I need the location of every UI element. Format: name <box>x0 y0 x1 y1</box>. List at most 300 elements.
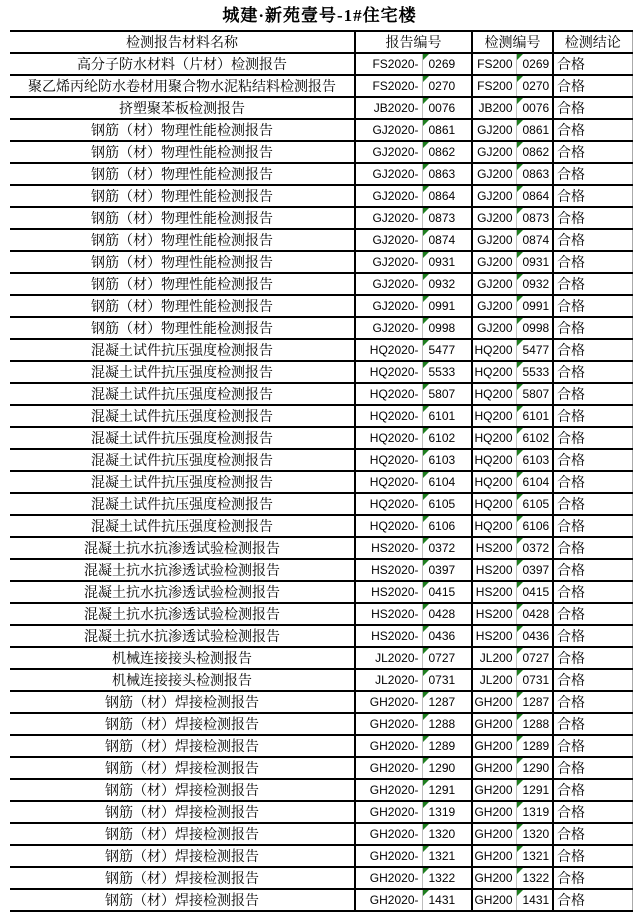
report-number-suffix-cell[interactable] <box>422 845 472 867</box>
material-cell[interactable]: 钢筋（材）焊接检测报告 <box>10 735 355 757</box>
material-cell[interactable]: 机械连接接头检测报告 <box>10 647 355 669</box>
report-number-prefix-cell[interactable]: FS2020- <box>355 53 422 75</box>
conclusion-cell[interactable]: 合格 <box>553 779 632 801</box>
test-number-prefix-cell[interactable]: HQ200 <box>472 361 516 383</box>
material-cell[interactable]: 混凝土试件抗压强度检测报告 <box>10 471 355 493</box>
conclusion-cell[interactable]: 合格 <box>553 273 632 295</box>
conclusion-cell[interactable]: 合格 <box>553 339 632 361</box>
test-number-prefix-cell[interactable]: GJ200 <box>472 185 516 207</box>
test-number-prefix-cell[interactable]: HS200 <box>472 603 516 625</box>
table-row <box>10 889 632 911</box>
test-number-suffix-cell[interactable] <box>516 75 553 97</box>
test-number-prefix-cell[interactable]: HQ200 <box>472 383 516 405</box>
material-cell[interactable]: 钢筋（材）物理性能检测报告 <box>10 207 355 229</box>
stored-as-text-triangle-icon <box>517 736 523 742</box>
report-number-suffix: 1287 <box>428 695 456 709</box>
material-cell[interactable]: 钢筋（材）焊接检测报告 <box>10 779 355 801</box>
material-cell[interactable]: 钢筋（材）焊接检测报告 <box>10 889 355 911</box>
conclusion-cell[interactable]: 合格 <box>553 449 632 471</box>
material-cell[interactable]: 钢筋（材）焊接检测报告 <box>10 867 355 889</box>
report-number-suffix-cell[interactable] <box>422 713 472 735</box>
test-number-prefix-cell[interactable]: GH200 <box>472 801 516 823</box>
conclusion-cell[interactable]: 合格 <box>553 317 632 339</box>
test-number-suffix-cell[interactable] <box>516 383 553 405</box>
test-number-suffix-cell[interactable] <box>516 405 553 427</box>
report-number-prefix-cell[interactable]: HS2020- <box>355 559 422 581</box>
report-number-suffix-cell[interactable] <box>422 383 472 405</box>
material-cell[interactable]: 聚乙烯丙纶防水卷材用聚合物水泥粘结料检测报告 <box>10 75 355 97</box>
material-cell[interactable]: 混凝土试件抗压强度检测报告 <box>10 361 355 383</box>
test-number-suffix-cell[interactable] <box>516 361 553 383</box>
material-cell[interactable]: 混凝土抗水抗渗透试验检测报告 <box>10 559 355 581</box>
stored-as-text-triangle-icon <box>517 76 523 82</box>
test-number-suffix-cell[interactable] <box>516 801 553 823</box>
conclusion-cell[interactable]: 合格 <box>553 559 632 581</box>
stored-as-text-triangle-icon <box>423 494 429 500</box>
conclusion-cell[interactable]: 合格 <box>553 163 632 185</box>
table-row <box>10 493 632 515</box>
report-number-prefix-cell[interactable]: GH2020- <box>355 867 422 889</box>
material-cell[interactable]: 钢筋（材）焊接检测报告 <box>10 691 355 713</box>
test-number-suffix-cell[interactable] <box>516 273 553 295</box>
test-number-suffix-cell[interactable] <box>516 53 553 75</box>
material-cell[interactable]: 混凝土试件抗压强度检测报告 <box>10 427 355 449</box>
table-row <box>10 647 632 669</box>
test-number-prefix-cell[interactable]: GH200 <box>472 691 516 713</box>
test-number-prefix-cell[interactable]: HQ200 <box>472 339 516 361</box>
test-number-prefix-cell[interactable]: GJ200 <box>472 229 516 251</box>
report-number-prefix-cell[interactable]: HS2020- <box>355 603 422 625</box>
conclusion-cell[interactable]: 合格 <box>553 141 632 163</box>
test-number-suffix-cell[interactable] <box>516 163 553 185</box>
report-number-suffix-cell[interactable] <box>422 207 472 229</box>
test-number-suffix: 0270 <box>522 79 550 93</box>
test-number-prefix-cell[interactable]: HQ200 <box>472 493 516 515</box>
stored-as-text-triangle-icon <box>517 120 523 126</box>
material-cell[interactable]: 混凝土抗水抗渗透试验检测报告 <box>10 603 355 625</box>
conclusion-cell[interactable]: 合格 <box>553 603 632 625</box>
report-number-prefix-cell[interactable]: GJ2020- <box>355 207 422 229</box>
report-number-suffix: 0932 <box>428 277 456 291</box>
report-number-suffix-cell[interactable] <box>422 515 472 537</box>
material-cell[interactable]: 机械连接接头检测报告 <box>10 669 355 691</box>
test-number-suffix: 1319 <box>522 805 550 819</box>
report-number-suffix-cell[interactable] <box>422 361 472 383</box>
test-number-suffix-cell[interactable] <box>516 691 553 713</box>
table-row <box>10 185 632 207</box>
stored-as-text-triangle-icon <box>423 824 429 830</box>
report-number-prefix-cell[interactable]: JL2020- <box>355 669 422 691</box>
table-row <box>10 779 632 801</box>
table-row <box>10 207 632 229</box>
test-number-prefix-cell[interactable]: FS200 <box>472 75 516 97</box>
test-number-suffix-cell[interactable] <box>516 251 553 273</box>
report-number-prefix-cell[interactable]: HQ2020- <box>355 383 422 405</box>
report-number-suffix-cell[interactable] <box>422 779 472 801</box>
stored-as-text-triangle-icon <box>423 626 429 632</box>
report-number-prefix-cell[interactable]: HS2020- <box>355 625 422 647</box>
test-number-suffix: 5477 <box>522 343 550 357</box>
conclusion-cell[interactable]: 合格 <box>553 757 632 779</box>
material-cell[interactable]: 混凝土抗水抗渗透试验检测报告 <box>10 625 355 647</box>
material-cell[interactable]: 钢筋（材）物理性能检测报告 <box>10 163 355 185</box>
material-cell[interactable]: 钢筋（材）物理性能检测报告 <box>10 141 355 163</box>
test-number-prefix-cell[interactable]: HQ200 <box>472 449 516 471</box>
stored-as-text-triangle-icon <box>517 230 523 236</box>
report-number-suffix: 1319 <box>428 805 456 819</box>
conclusion-cell[interactable]: 合格 <box>553 405 632 427</box>
report-number-prefix-cell[interactable]: GJ2020- <box>355 119 422 141</box>
report-number-suffix-cell[interactable] <box>422 801 472 823</box>
report-number-prefix-cell[interactable]: HQ2020- <box>355 427 422 449</box>
test-number-suffix: 1431 <box>522 893 550 907</box>
report-number-suffix-cell[interactable] <box>422 427 472 449</box>
material-cell[interactable]: 混凝土试件抗压强度检测报告 <box>10 449 355 471</box>
conclusion-cell[interactable]: 合格 <box>553 185 632 207</box>
test-number-suffix: 0998 <box>522 321 550 335</box>
material-cell[interactable]: 钢筋（材）物理性能检测报告 <box>10 185 355 207</box>
conclusion-cell[interactable]: 合格 <box>553 515 632 537</box>
test-number-suffix: 0269 <box>522 57 550 71</box>
report-number-prefix-cell[interactable]: GJ2020- <box>355 229 422 251</box>
test-number-suffix: 6106 <box>522 519 550 533</box>
test-number-suffix-cell[interactable] <box>516 735 553 757</box>
test-number-suffix-cell[interactable] <box>516 823 553 845</box>
report-number-suffix-cell[interactable] <box>422 493 472 515</box>
stored-as-text-triangle-icon <box>423 692 429 698</box>
test-number-suffix-cell[interactable] <box>516 757 553 779</box>
report-number-prefix-cell[interactable]: HS2020- <box>355 537 422 559</box>
report-number-suffix-cell[interactable] <box>422 141 472 163</box>
conclusion-cell[interactable]: 合格 <box>553 889 632 911</box>
test-number-prefix-cell[interactable]: GJ200 <box>472 273 516 295</box>
conclusion-cell[interactable]: 合格 <box>553 471 632 493</box>
test-number-prefix-cell[interactable]: GH200 <box>472 779 516 801</box>
report-number-prefix-cell[interactable]: GJ2020- <box>355 317 422 339</box>
conclusion-cell[interactable]: 合格 <box>553 669 632 691</box>
stored-as-text-triangle-icon <box>423 164 429 170</box>
test-number-suffix-cell[interactable] <box>516 339 553 361</box>
stored-as-text-triangle-icon <box>517 670 523 676</box>
report-number-suffix-cell[interactable] <box>422 185 472 207</box>
report-number-prefix-cell[interactable]: GH2020- <box>355 823 422 845</box>
material-cell[interactable]: 混凝土抗水抗渗透试验检测报告 <box>10 581 355 603</box>
report-number-suffix-cell[interactable] <box>422 559 472 581</box>
stored-as-text-triangle-icon <box>423 120 429 126</box>
conclusion-cell[interactable]: 合格 <box>553 383 632 405</box>
conclusion-cell[interactable]: 合格 <box>553 823 632 845</box>
test-number-suffix-cell[interactable] <box>516 845 553 867</box>
report-number-suffix-cell[interactable] <box>422 317 472 339</box>
report-number-suffix: 1290 <box>428 761 456 775</box>
test-number-suffix-cell[interactable] <box>516 537 553 559</box>
table-row <box>10 119 632 141</box>
test-number-prefix-cell[interactable]: HQ200 <box>472 427 516 449</box>
test-number-suffix-cell[interactable] <box>516 493 553 515</box>
material-cell[interactable]: 钢筋（材）物理性能检测报告 <box>10 295 355 317</box>
report-number-suffix-cell[interactable] <box>422 449 472 471</box>
table-row <box>10 229 632 251</box>
report-number-suffix-cell[interactable] <box>422 97 472 119</box>
test-number-suffix-cell[interactable] <box>516 207 553 229</box>
report-number-suffix-cell[interactable] <box>422 251 472 273</box>
test-number-suffix-cell[interactable] <box>516 581 553 603</box>
stored-as-text-triangle-icon <box>517 604 523 610</box>
stored-as-text-triangle-icon <box>423 142 429 148</box>
report-number-prefix-cell[interactable]: HQ2020- <box>355 449 422 471</box>
material-cell[interactable]: 钢筋（材）物理性能检测报告 <box>10 251 355 273</box>
conclusion-cell[interactable]: 合格 <box>553 53 632 75</box>
report-number-prefix-cell[interactable]: GJ2020- <box>355 273 422 295</box>
report-number-prefix-cell[interactable]: HS2020- <box>355 581 422 603</box>
conclusion-cell[interactable]: 合格 <box>553 251 632 273</box>
test-number-suffix: 0863 <box>522 167 550 181</box>
test-number-prefix-cell[interactable]: GJ200 <box>472 163 516 185</box>
conclusion-cell[interactable]: 合格 <box>553 75 632 97</box>
report-number-prefix-cell[interactable]: GJ2020- <box>355 295 422 317</box>
material-cell[interactable]: 混凝土试件抗压强度检测报告 <box>10 515 355 537</box>
material-cell[interactable]: 钢筋（材）物理性能检测报告 <box>10 317 355 339</box>
test-number-prefix-cell[interactable]: GH200 <box>472 757 516 779</box>
material-cell[interactable]: 挤塑聚苯板检测报告 <box>10 97 355 119</box>
report-number-prefix-cell[interactable]: HQ2020- <box>355 471 422 493</box>
conclusion-cell[interactable]: 合格 <box>553 119 632 141</box>
report-number-prefix-cell[interactable]: GH2020- <box>355 691 422 713</box>
conclusion-cell[interactable]: 合格 <box>553 691 632 713</box>
report-number-suffix-cell[interactable] <box>422 757 472 779</box>
test-number-suffix: 0731 <box>522 673 550 687</box>
test-number-suffix-cell[interactable] <box>516 779 553 801</box>
report-number-suffix-cell[interactable] <box>422 339 472 361</box>
stored-as-text-triangle-icon <box>517 824 523 830</box>
report-number-suffix-cell[interactable] <box>422 669 472 691</box>
report-number-suffix-cell[interactable] <box>422 295 472 317</box>
test-number-prefix-cell[interactable]: GH200 <box>472 713 516 735</box>
table-row <box>10 867 632 889</box>
material-cell[interactable]: 钢筋（材）焊接检测报告 <box>10 757 355 779</box>
test-number-suffix-cell[interactable] <box>516 471 553 493</box>
report-number-suffix-cell[interactable] <box>422 537 472 559</box>
stored-as-text-triangle-icon <box>517 494 523 500</box>
conclusion-cell[interactable]: 合格 <box>553 625 632 647</box>
material-cell[interactable]: 钢筋（材）焊接检测报告 <box>10 801 355 823</box>
report-number-prefix-cell[interactable]: GH2020- <box>355 889 422 911</box>
stored-as-text-triangle-icon <box>517 384 523 390</box>
report-number-suffix-cell[interactable] <box>422 889 472 911</box>
test-number-suffix-cell[interactable] <box>516 317 553 339</box>
report-number-suffix-cell[interactable] <box>422 53 472 75</box>
test-number-suffix-cell[interactable] <box>516 185 553 207</box>
test-number-suffix: 0428 <box>522 607 550 621</box>
test-number-suffix: 1322 <box>522 871 550 885</box>
table-row <box>10 713 632 735</box>
test-number-suffix-cell[interactable] <box>516 603 553 625</box>
test-number-suffix-cell[interactable] <box>516 229 553 251</box>
conclusion-cell[interactable]: 合格 <box>553 229 632 251</box>
test-number-prefix-cell[interactable]: HS200 <box>472 581 516 603</box>
stored-as-text-triangle-icon <box>423 582 429 588</box>
report-number-suffix-cell[interactable] <box>422 229 472 251</box>
table-row <box>10 823 632 845</box>
test-number-suffix-cell[interactable] <box>516 669 553 691</box>
report-number-prefix-cell[interactable]: HQ2020- <box>355 339 422 361</box>
report-number-suffix-cell[interactable] <box>422 163 472 185</box>
stored-as-text-triangle-icon <box>517 186 523 192</box>
report-number-suffix-cell[interactable] <box>422 625 472 647</box>
report-number-prefix-cell[interactable]: GH2020- <box>355 735 422 757</box>
test-number-prefix-cell[interactable]: FS200 <box>472 53 516 75</box>
conclusion-cell[interactable]: 合格 <box>553 493 632 515</box>
test-number-suffix-cell[interactable] <box>516 427 553 449</box>
test-number-suffix-cell[interactable] <box>516 889 553 911</box>
conclusion-cell[interactable]: 合格 <box>553 801 632 823</box>
material-cell[interactable]: 钢筋（材）焊接检测报告 <box>10 823 355 845</box>
conclusion-cell[interactable]: 合格 <box>553 295 632 317</box>
conclusion-cell[interactable]: 合格 <box>553 207 632 229</box>
report-number-prefix-cell[interactable]: HQ2020- <box>355 405 422 427</box>
test-number-suffix-cell[interactable] <box>516 713 553 735</box>
material-cell[interactable]: 高分子防水材料（片材）检测报告 <box>10 53 355 75</box>
test-number-suffix: 1321 <box>522 849 550 863</box>
stored-as-text-triangle-icon <box>517 406 523 412</box>
test-number-suffix-cell[interactable] <box>516 867 553 889</box>
test-number-prefix-cell[interactable]: GJ200 <box>472 141 516 163</box>
report-number-prefix-cell[interactable]: GH2020- <box>355 779 422 801</box>
test-number-prefix-cell[interactable]: HS200 <box>472 559 516 581</box>
report-number-suffix-cell[interactable] <box>422 119 472 141</box>
test-number-prefix-cell[interactable]: HS200 <box>472 625 516 647</box>
report-number-prefix-cell[interactable]: GJ2020- <box>355 185 422 207</box>
stored-as-text-triangle-icon <box>517 780 523 786</box>
report-number-prefix-cell[interactable]: JB2020- <box>355 97 422 119</box>
report-number-suffix: 1289 <box>428 739 456 753</box>
report-number-prefix-cell[interactable]: GH2020- <box>355 757 422 779</box>
material-cell[interactable]: 钢筋（材）物理性能检测报告 <box>10 119 355 141</box>
material-cell[interactable]: 钢筋（材）物理性能检测报告 <box>10 229 355 251</box>
conclusion-cell[interactable]: 合格 <box>553 537 632 559</box>
test-number-suffix-cell[interactable] <box>516 515 553 537</box>
test-number-suffix-cell[interactable] <box>516 97 553 119</box>
test-number-prefix-cell[interactable]: GJ200 <box>472 251 516 273</box>
material-cell[interactable]: 钢筋（材）焊接检测报告 <box>10 713 355 735</box>
test-number-prefix-cell[interactable]: GJ200 <box>472 317 516 339</box>
test-number-suffix-cell[interactable] <box>516 295 553 317</box>
report-number-prefix-cell[interactable]: FS2020- <box>355 75 422 97</box>
report-number-prefix-cell[interactable]: GJ2020- <box>355 163 422 185</box>
test-number-suffix-cell[interactable] <box>516 119 553 141</box>
conclusion-cell[interactable]: 合格 <box>553 97 632 119</box>
test-number-prefix-cell[interactable]: HQ200 <box>472 405 516 427</box>
material-cell[interactable]: 混凝土试件抗压强度检测报告 <box>10 405 355 427</box>
table-row <box>10 273 632 295</box>
report-number-suffix-cell[interactable] <box>422 581 472 603</box>
test-number-prefix-cell[interactable]: GH200 <box>472 823 516 845</box>
stored-as-text-triangle-icon <box>423 76 429 82</box>
material-cell[interactable]: 混凝土试件抗压强度检测报告 <box>10 383 355 405</box>
test-number-suffix: 6103 <box>522 453 550 467</box>
stored-as-text-triangle-icon <box>423 890 429 896</box>
report-number-suffix-cell[interactable] <box>422 75 472 97</box>
test-number-suffix: 6105 <box>522 497 550 511</box>
test-number-suffix-cell[interactable] <box>516 625 553 647</box>
test-number-suffix: 0727 <box>522 651 550 665</box>
material-cell[interactable]: 混凝土抗水抗渗透试验检测报告 <box>10 537 355 559</box>
report-number-suffix: 5807 <box>428 387 456 401</box>
stored-as-text-triangle-icon <box>517 758 523 764</box>
test-number-prefix-cell[interactable]: HS200 <box>472 537 516 559</box>
report-number-suffix-cell[interactable] <box>422 405 472 427</box>
report-number-prefix-cell[interactable]: GJ2020- <box>355 141 422 163</box>
conclusion-cell[interactable]: 合格 <box>553 647 632 669</box>
report-number-suffix-cell[interactable] <box>422 823 472 845</box>
material-cell[interactable]: 钢筋（材）焊接检测报告 <box>10 845 355 867</box>
report-number-prefix-cell[interactable]: GH2020- <box>355 713 422 735</box>
material-cell[interactable]: 混凝土试件抗压强度检测报告 <box>10 493 355 515</box>
report-number-suffix-cell[interactable] <box>422 471 472 493</box>
test-number-suffix-cell[interactable] <box>516 449 553 471</box>
report-number-suffix: 0731 <box>428 673 456 687</box>
report-number-suffix-cell[interactable] <box>422 691 472 713</box>
conclusion-cell[interactable]: 合格 <box>553 845 632 867</box>
conclusion-cell[interactable]: 合格 <box>553 427 632 449</box>
report-number-prefix-cell[interactable]: GH2020- <box>355 801 422 823</box>
stored-as-text-triangle-icon <box>517 648 523 654</box>
test-number-prefix-cell[interactable]: JL200 <box>472 669 516 691</box>
test-number-prefix-cell[interactable]: GH200 <box>472 735 516 757</box>
stored-as-text-triangle-icon <box>517 538 523 544</box>
report-number-suffix-cell[interactable] <box>422 867 472 889</box>
conclusion-cell[interactable]: 合格 <box>553 581 632 603</box>
report-number-prefix-cell[interactable]: HQ2020- <box>355 361 422 383</box>
report-number-prefix-cell[interactable]: GH2020- <box>355 845 422 867</box>
report-number-suffix: 0864 <box>428 189 456 203</box>
conclusion-cell[interactable]: 合格 <box>553 867 632 889</box>
test-number-prefix-cell[interactable]: GH200 <box>472 845 516 867</box>
test-number-prefix-cell[interactable]: GJ200 <box>472 207 516 229</box>
report-number-prefix-cell[interactable]: JL2020- <box>355 647 422 669</box>
test-number-prefix-cell[interactable]: HQ200 <box>472 515 516 537</box>
report-number-prefix-cell[interactable]: GJ2020- <box>355 251 422 273</box>
test-number-prefix-cell[interactable]: HQ200 <box>472 471 516 493</box>
table-row <box>10 669 632 691</box>
test-number-suffix-cell[interactable] <box>516 141 553 163</box>
conclusion-cell[interactable]: 合格 <box>553 361 632 383</box>
report-number-suffix-cell[interactable] <box>422 735 472 757</box>
test-number-prefix-cell[interactable]: GH200 <box>472 867 516 889</box>
report-number-prefix-cell[interactable]: HQ2020- <box>355 493 422 515</box>
stored-as-text-triangle-icon <box>423 186 429 192</box>
report-number-prefix-cell[interactable]: HQ2020- <box>355 515 422 537</box>
material-cell[interactable]: 钢筋（材）物理性能检测报告 <box>10 273 355 295</box>
stored-as-text-triangle-icon <box>423 98 429 104</box>
report-number-suffix-cell[interactable] <box>422 603 472 625</box>
test-number-prefix-cell[interactable]: GH200 <box>472 889 516 911</box>
test-number-suffix: 0864 <box>522 189 550 203</box>
test-number-suffix-cell[interactable] <box>516 559 553 581</box>
stored-as-text-triangle-icon <box>423 428 429 434</box>
test-number-suffix-cell[interactable] <box>516 647 553 669</box>
conclusion-cell[interactable]: 合格 <box>553 735 632 757</box>
test-number-prefix-cell[interactable]: GJ200 <box>472 295 516 317</box>
conclusion-cell[interactable]: 合格 <box>553 713 632 735</box>
report-number-suffix-cell[interactable] <box>422 273 472 295</box>
table-row <box>10 53 632 75</box>
test-number-prefix-cell[interactable]: JL200 <box>472 647 516 669</box>
material-cell[interactable]: 混凝土试件抗压强度检测报告 <box>10 339 355 361</box>
test-number-prefix-cell[interactable]: JB200 <box>472 97 516 119</box>
report-number-suffix-cell[interactable] <box>422 647 472 669</box>
test-number-prefix-cell[interactable]: GJ200 <box>472 119 516 141</box>
